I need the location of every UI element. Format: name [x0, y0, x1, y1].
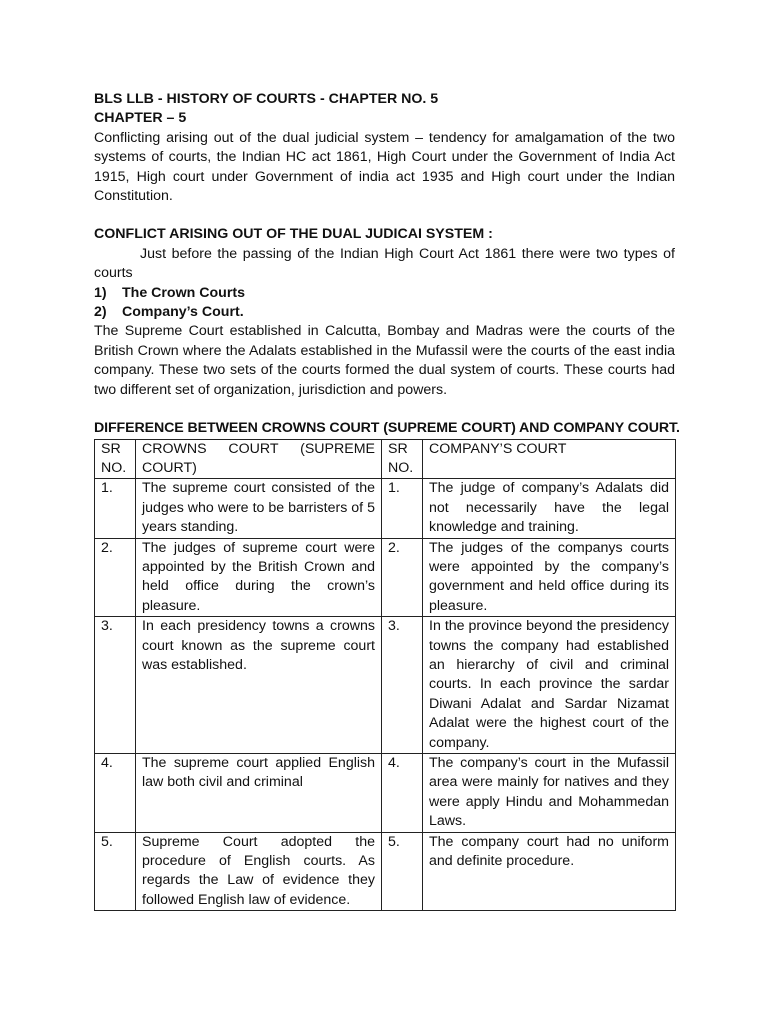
row-sr-no: 2. — [382, 538, 423, 617]
intro-paragraph: Conflicting arising out of the dual judicial system – tendency for amalgamation of the two systems of courts, the Indian HC act 1861, High Court under the Government of India Act 1915, High court under Government of india act 1935 and High court under the Indian Constitution. — [94, 129, 675, 205]
row-crown-cell: In each presidency towns a crowns court known as the supreme court was established. — [136, 617, 382, 754]
list-item — [94, 303, 675, 322]
row-sr-no: 1. — [382, 479, 423, 538]
list-label: Company’s Court. — [122, 304, 244, 321]
row-crown-cell: The judges of supreme court were appointed by the British Crown and held office during the crown’s pleasure. — [136, 538, 382, 617]
row-company-cell: In the province beyond the presidency towns the company had established an hierarchy of civil and criminal courts. In each province the sardar Diwani Adalat and Sardar Nizamat Adalat were the highest court of the company. — [423, 617, 676, 754]
list-number: 2) — [94, 304, 107, 321]
row-sr-no: 1. — [95, 479, 136, 538]
row-sr-no: 3. — [382, 617, 423, 754]
row-sr-no: 5. — [382, 832, 423, 911]
table-row — [95, 754, 676, 833]
row-sr-no: 2. — [95, 538, 136, 617]
table-header-row — [95, 439, 676, 479]
row-crown-cell: Supreme Court adopted the procedure of English courts. As regards the Law of evidence they followed English law of evidence. — [136, 832, 382, 911]
table-row — [95, 538, 676, 617]
header-crowns-court: CROWNS COURT (SUPREME COURT) — [136, 439, 382, 479]
row-crown-cell: The supreme court consisted of the judges who were to be barristers of 5 years standing. — [136, 479, 382, 538]
conflict-heading: CONFLICT ARISING OUT OF THE DUAL JUDICAI SYSTEM : — [94, 226, 493, 243]
courts-paragraph: The Supreme Court established in Calcutta, Bombay and Madras were the courts of the British Crown where the Adalats established in the Mufassil were the courts of the east india company. These two sets of the courts formed the dual system of courts. These courts had two different set of organization, jurisdiction and powers. — [94, 323, 675, 398]
document-page — [94, 90, 680, 911]
row-company-cell: The company court had no uniform and definite procedure. — [423, 832, 676, 911]
chapter-heading: CHAPTER – 5 — [94, 110, 187, 127]
row-sr-no: 5. — [95, 832, 136, 911]
table-row — [95, 617, 676, 754]
conflict-paragraph: Just before the passing of the Indian High Court Act 1861 there were two types of courts — [94, 245, 675, 282]
court-types-list — [94, 284, 675, 323]
list-item — [94, 284, 675, 303]
table-row — [95, 832, 676, 911]
row-company-cell: The judge of company’s Adalats did not necessarily have the legal knowledge and training. — [423, 479, 676, 538]
list-label: The Crown Courts — [122, 284, 245, 301]
row-crown-cell: The supreme court applied English law both civil and criminal — [136, 754, 382, 833]
row-sr-no: 4. — [95, 754, 136, 833]
spacer — [94, 400, 675, 419]
spacer — [94, 206, 675, 225]
header-sr-no: SR NO. — [95, 439, 136, 479]
row-sr-no: 4. — [382, 754, 423, 833]
header-sr-no: SR NO. — [382, 439, 423, 479]
header-companys-court: COMPANY’S COURT — [423, 439, 676, 479]
row-company-cell: The company’s court in the Mufassil area were mainly for natives and they were apply Hindu and Mohammedan Laws. — [423, 754, 676, 833]
table-row — [95, 479, 676, 538]
difference-heading: DIFFERENCE BETWEEN CROWNS COURT (SUPREME COURT) AND COMPANY COURT. — [94, 420, 680, 437]
difference-table — [94, 439, 676, 912]
document-title: BLS LLB - HISTORY OF COURTS - CHAPTER NO. 5 — [94, 91, 439, 107]
row-sr-no: 3. — [95, 617, 136, 754]
list-number: 1) — [94, 284, 107, 301]
row-company-cell: The judges of the companys courts were appointed by the company’s government and held office during its pleasure. — [423, 538, 676, 617]
